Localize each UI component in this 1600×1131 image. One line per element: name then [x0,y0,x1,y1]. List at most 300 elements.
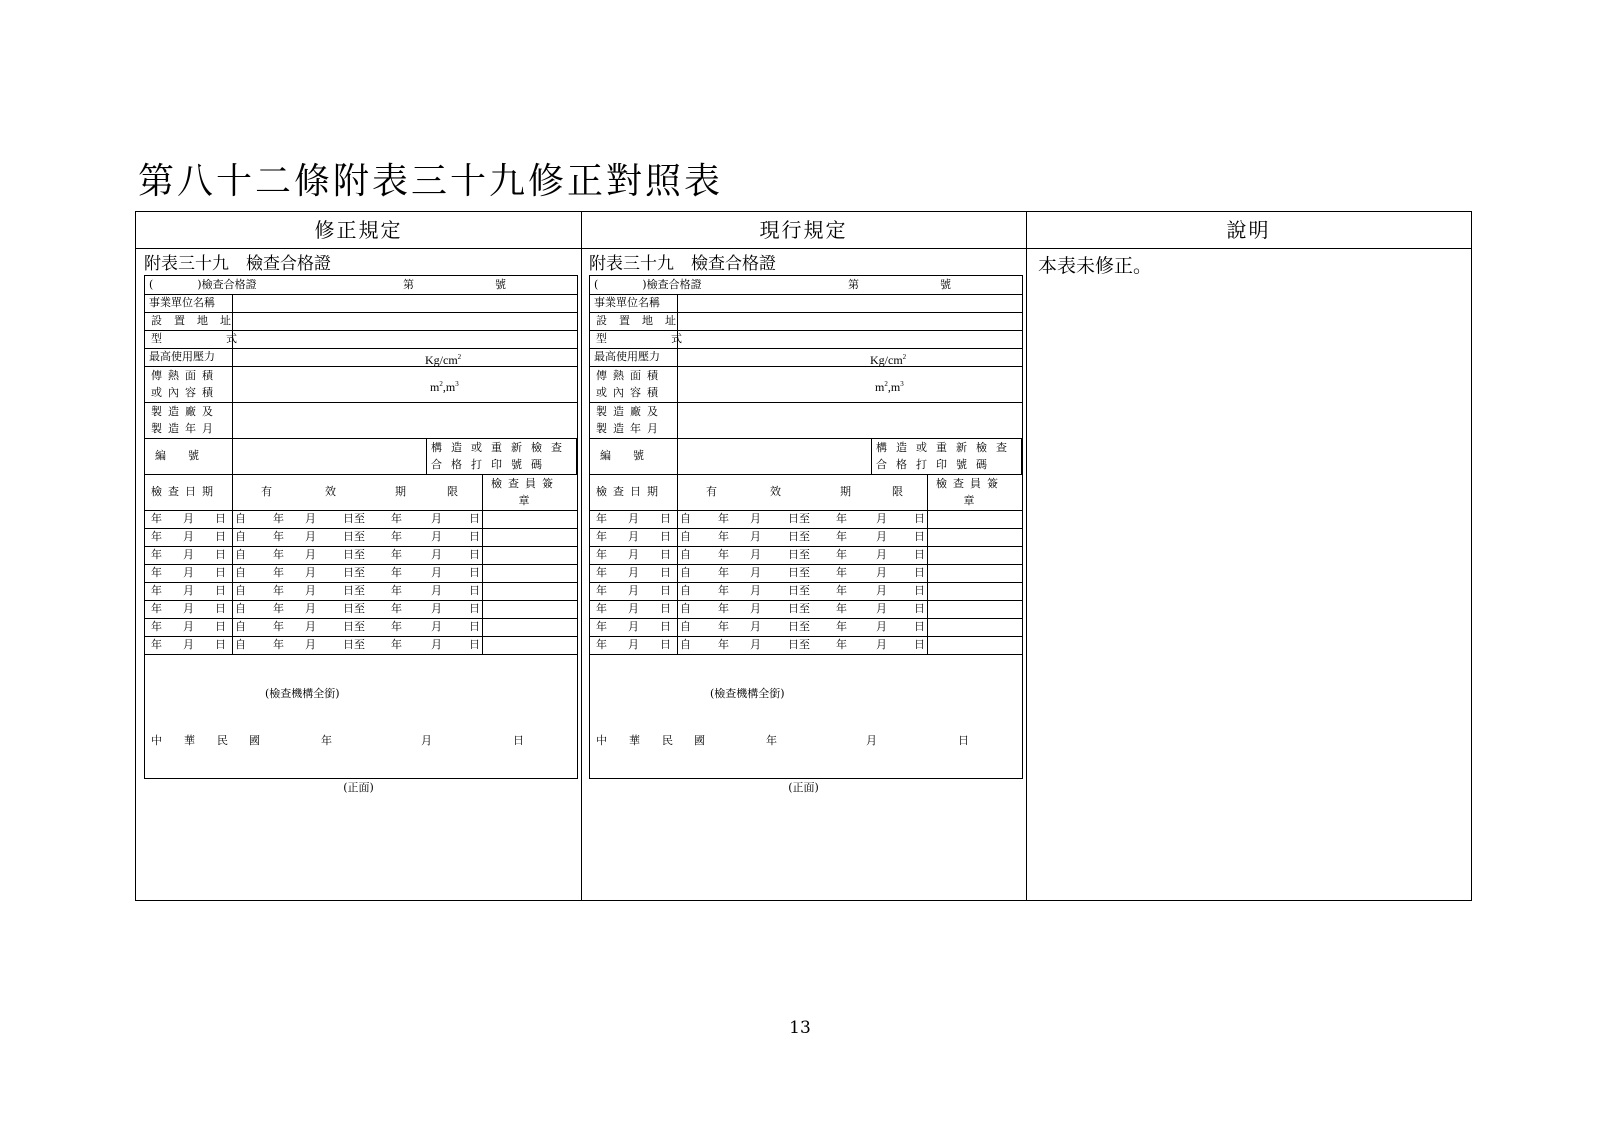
label-line: 或內容積 [596,386,664,399]
day-char: 日 [660,530,671,543]
from-char: 自 [680,584,691,597]
from-char: 自 [235,512,246,525]
row-label [145,330,301,348]
area-unit [875,377,904,394]
day-char: 日 [660,548,671,561]
year-char: 年 [151,566,162,579]
month-char: 月 [628,512,639,525]
year-char: 年 [273,620,284,633]
label-line: 製造年月 [151,422,219,435]
model-label: 型式 [596,332,746,345]
inspector-cell [928,636,1022,654]
serial-label: 編號 [155,449,221,462]
label-line: 製造廠及 [596,405,664,418]
validity-cell [233,618,483,636]
day-char: 日 [914,620,925,633]
roc-date-char: 年 [321,734,332,747]
row-label [590,312,688,330]
agency-block [145,654,577,778]
day-char: 日 [215,620,226,633]
day-char: 日 [660,584,671,597]
serial-label: 編號 [600,449,666,462]
superscript-2: 2 [457,353,462,361]
month-char: 月 [305,638,316,651]
hao-label: 號 [940,278,951,291]
model-row [145,330,577,349]
label-line: 合格打印號碼 [431,458,551,471]
month-char: 月 [750,620,761,633]
inspector-cell [928,528,1022,546]
year-char: 年 [596,602,607,615]
inspect-date-cell [145,636,233,654]
front-side-label: (正面) [788,781,819,794]
address-row [590,312,1022,331]
month-char: 月 [183,512,194,525]
inspect-date-cell [145,582,233,600]
inspect-date-cell [145,546,233,564]
inspector-cell [483,636,577,654]
validity-char: 期 [840,485,851,498]
inspection-log-row [590,582,1022,601]
month-char: 月 [431,584,442,597]
year-char: 年 [836,530,847,543]
day-char: 日 [914,602,925,615]
month-char: 月 [305,512,316,525]
day-char: 日 [215,602,226,615]
superscript-2: 2 [884,380,888,388]
label-line: 章 [518,494,536,507]
unit-name-row [145,294,577,313]
year-char: 年 [596,548,607,561]
inspect-date-cell [145,510,233,528]
roc-date-char: 華 [184,734,195,747]
validity-cell [678,582,928,600]
inspect-date-cell [590,564,678,582]
inspection-log-row [590,564,1022,583]
agency-label: (檢查機構全銜) [710,687,785,700]
row-label [145,312,243,330]
month-char: 月 [876,602,887,615]
day-char: 日 [469,512,480,525]
inspect-date-cell [145,600,233,618]
label-line: 檢查員簽 [491,477,559,490]
label-line: 構造或重新檢查 [876,441,1016,454]
day-char: 日 [660,638,671,651]
front-side-label: (正面) [343,781,374,794]
validity-cell [233,546,483,564]
validity-char: 限 [447,485,458,498]
max-pressure-label: 最高使用壓力 [594,350,660,363]
roc-date-char: 月 [866,734,877,747]
from-char: 自 [235,620,246,633]
year-char: 年 [596,620,607,633]
validity-header [678,474,928,510]
heat-area-label [590,366,677,402]
explanation-header: 說明 [1026,212,1471,249]
month-char: 月 [183,548,194,561]
serial-value-cell [233,438,427,474]
from-char: 自 [680,530,691,543]
year-char: 年 [391,584,402,597]
to-char: 日至 [788,530,810,543]
day-char: 日 [660,566,671,579]
inspection-log-row [145,564,577,583]
year-char: 年 [836,566,847,579]
to-char: 日至 [788,638,810,651]
year-char: 年 [273,602,284,615]
day-char: 日 [660,512,671,525]
manufacturer-row [145,402,577,439]
to-char: 日至 [343,548,365,561]
form-title: 附表三十九 檢查合格證 [144,254,331,274]
label-line: 製造年月 [596,422,664,435]
year-char: 年 [391,602,402,615]
day-char: 日 [469,566,480,579]
row-label [145,402,233,438]
month-char: 月 [305,530,316,543]
label-line: 檢查員簽 [936,477,1004,490]
year-char: 年 [836,638,847,651]
month-char: 月 [750,566,761,579]
validity-cell [233,510,483,528]
month-char: 月 [431,602,442,615]
day-char: 日 [469,530,480,543]
inspection-log-row [145,618,577,637]
address-label: 設置地址 [151,314,243,327]
inspect-date-cell [145,528,233,546]
month-char: 月 [750,638,761,651]
inspection-log-row [590,510,1022,529]
year-char: 年 [596,530,607,543]
to-char: 日至 [343,512,365,525]
inspection-log-row [590,528,1022,547]
month-char: 月 [876,512,887,525]
year-char: 年 [151,602,162,615]
year-char: 年 [151,530,162,543]
validity-char: 有 [261,485,272,498]
month-char: 月 [628,566,639,579]
inspector-label [928,474,1022,510]
inspector-header [483,474,577,510]
month-char: 月 [628,620,639,633]
year-char: 年 [151,512,162,525]
inspect-date-cell [590,600,678,618]
heat-area-row [145,366,577,403]
row-label [590,330,746,348]
superscript-3: 3 [455,380,459,388]
roc-date-char: 民 [217,734,228,747]
month-char: 月 [305,602,316,615]
log-header-row [590,474,1022,511]
manufacturer-label [590,402,677,438]
to-char: 日至 [788,620,810,633]
from-char: 自 [235,548,246,561]
day-char: 日 [215,584,226,597]
month-char: 月 [305,566,316,579]
year-char: 年 [596,638,607,651]
inspect-date-cell [590,636,678,654]
agency-block [590,654,1022,778]
model-row [590,330,1022,349]
year-char: 年 [718,602,729,615]
month-char: 月 [876,548,887,561]
roc-date-char: 年 [766,734,777,747]
year-char: 年 [273,566,284,579]
year-char: 年 [391,638,402,651]
month-char: 月 [305,620,316,633]
validity-cell [233,600,483,618]
month-char: 月 [876,584,887,597]
inspector-cell [928,618,1022,636]
month-char: 月 [183,602,194,615]
inspect-date-label: 檢查日期 [596,485,664,498]
log-header-row [145,474,577,511]
inspection-log-row [590,546,1022,565]
validity-char: 期 [395,485,406,498]
validity-cell [233,636,483,654]
from-char: 自 [235,638,246,651]
year-char: 年 [596,566,607,579]
row-label [590,402,678,438]
day-char: 日 [914,512,925,525]
year-char: 年 [718,512,729,525]
to-char: 日至 [788,602,810,615]
month-char: 月 [431,638,442,651]
to-char: 日至 [343,602,365,615]
current-header: 現行規定 [581,212,1026,249]
year-char: 年 [391,620,402,633]
month-char: 月 [431,548,442,561]
day-char: 日 [914,548,925,561]
year-char: 年 [273,548,284,561]
inspect-date-cell [590,510,678,528]
year-char: 年 [718,638,729,651]
inspection-certificate-form [589,275,1023,779]
month-char: 月 [431,512,442,525]
year-char: 年 [391,566,402,579]
cert-number-row [590,276,1022,295]
year-char: 年 [273,512,284,525]
to-char: 日至 [788,584,810,597]
inspection-log-row [145,582,577,601]
cert-number-row [145,276,577,295]
stamp-label-cell [427,438,577,474]
year-char: 年 [718,566,729,579]
inspector-cell [483,600,577,618]
label-line: 構造或重新檢查 [431,441,571,454]
area-unit [430,377,459,394]
inspection-log-row [145,510,577,529]
year-char: 年 [151,548,162,561]
year-char: 年 [596,584,607,597]
roc-date-char: 中 [151,734,162,747]
inspect-date-cell [145,618,233,636]
day-char: 日 [469,638,480,651]
current-column [581,212,1027,900]
year-char: 年 [596,512,607,525]
inspect-date-cell [590,618,678,636]
month-char: 月 [431,566,442,579]
inspector-cell [928,582,1022,600]
day-char: 日 [914,638,925,651]
model-label: 型式 [151,332,301,345]
month-char: 月 [431,530,442,543]
year-char: 年 [151,620,162,633]
validity-cell [678,528,928,546]
label-line: 傳熱面積 [596,369,664,382]
hao-label: 號 [495,278,506,291]
validity-cell [678,564,928,582]
superscript-2: 2 [902,353,907,361]
day-char: 日 [660,620,671,633]
month-char: 月 [750,548,761,561]
page-title: 第八十二條附表三十九修正對照表 [138,161,724,202]
month-char: 月 [876,638,887,651]
validity-header [233,474,483,510]
inspect-date-cell [590,582,678,600]
revised-header: 修正規定 [136,212,581,249]
year-char: 年 [718,620,729,633]
to-char: 日至 [343,584,365,597]
inspect-date-cell [590,546,678,564]
address-row [145,312,577,331]
year-char: 年 [391,548,402,561]
comparison-table [135,211,1472,901]
month-char: 月 [183,530,194,543]
pressure-unit [870,350,906,367]
manufacturer-label [145,402,232,438]
year-char: 年 [151,584,162,597]
year-char: 年 [836,584,847,597]
row-label [145,294,233,312]
year-char: 年 [391,530,402,543]
serial-value-cell [678,438,872,474]
no-label: 第 [848,278,859,291]
year-char: 年 [718,548,729,561]
inspection-log-row [590,636,1022,655]
roc-date-char: 國 [249,734,260,747]
month-char: 月 [876,530,887,543]
validity-cell [678,618,928,636]
year-char: 年 [718,584,729,597]
month-char: 月 [431,620,442,633]
validity-cell [678,510,928,528]
month-char: 月 [750,584,761,597]
inspect-date-cell [590,528,678,546]
stamp-label [872,438,1021,474]
inspector-cell [483,618,577,636]
month-char: 月 [305,548,316,561]
month-char: 月 [876,566,887,579]
inspect-date-cell [145,564,233,582]
superscript-2: 2 [439,380,443,388]
validity-char: 效 [325,485,336,498]
day-char: 日 [469,620,480,633]
area-unit-m3: ,m [887,380,901,394]
month-char: 月 [183,584,194,597]
month-char: 月 [876,620,887,633]
to-char: 日至 [788,566,810,579]
from-char: 自 [680,638,691,651]
heat-area-label [145,366,232,402]
roc-date-char: 民 [662,734,673,747]
inspector-cell [483,546,577,564]
month-char: 月 [628,548,639,561]
month-char: 月 [750,512,761,525]
max-pressure-row [145,348,577,367]
inspect-date-header [590,474,678,510]
day-char: 日 [914,530,925,543]
validity-char: 限 [892,485,903,498]
validity-cell [233,528,483,546]
from-char: 自 [235,566,246,579]
validity-char: 有 [706,485,717,498]
inspector-cell [483,582,577,600]
month-char: 月 [183,620,194,633]
manufacturer-row [590,402,1022,439]
area-unit-m3: ,m [442,380,456,394]
year-char: 年 [273,638,284,651]
serial-row [590,438,1022,475]
cert-label: ( )檢查合格證 [594,278,702,291]
from-char: 自 [680,548,691,561]
day-char: 日 [215,512,226,525]
validity-cell [233,564,483,582]
row-label [590,348,678,366]
stamp-label-cell [872,438,1022,474]
label-line: 章 [963,494,981,507]
day-char: 日 [215,566,226,579]
roc-date-char: 日 [958,734,969,747]
row-label [145,366,233,402]
inspector-header [928,474,1022,510]
year-char: 年 [836,620,847,633]
from-char: 自 [680,602,691,615]
inspector-label [483,474,577,510]
inspector-cell [928,564,1022,582]
to-char: 日至 [343,620,365,633]
day-char: 日 [469,584,480,597]
from-char: 自 [235,602,246,615]
month-char: 月 [628,584,639,597]
month-char: 月 [183,566,194,579]
month-char: 月 [628,638,639,651]
inspection-log-row [145,528,577,547]
to-char: 日至 [788,548,810,561]
cert-label: ( )檢查合格證 [149,278,257,291]
inspector-cell [928,546,1022,564]
row-label [590,366,678,402]
roc-date-char: 日 [513,734,524,747]
inspector-cell [928,510,1022,528]
from-char: 自 [680,620,691,633]
inspect-date-header [145,474,233,510]
pressure-unit-text: Kg/cm [870,353,903,367]
month-char: 月 [750,602,761,615]
day-char: 日 [914,584,925,597]
inspection-log-row [590,600,1022,619]
year-char: 年 [273,530,284,543]
revised-column [136,212,582,900]
from-char: 自 [680,512,691,525]
pressure-unit-text: Kg/cm [425,353,458,367]
max-pressure-row [590,348,1022,367]
address-label: 設置地址 [596,314,688,327]
form-title: 附表三十九 檢查合格證 [589,254,776,274]
month-char: 月 [628,602,639,615]
month-char: 月 [183,638,194,651]
area-unit-m: m [430,380,440,394]
